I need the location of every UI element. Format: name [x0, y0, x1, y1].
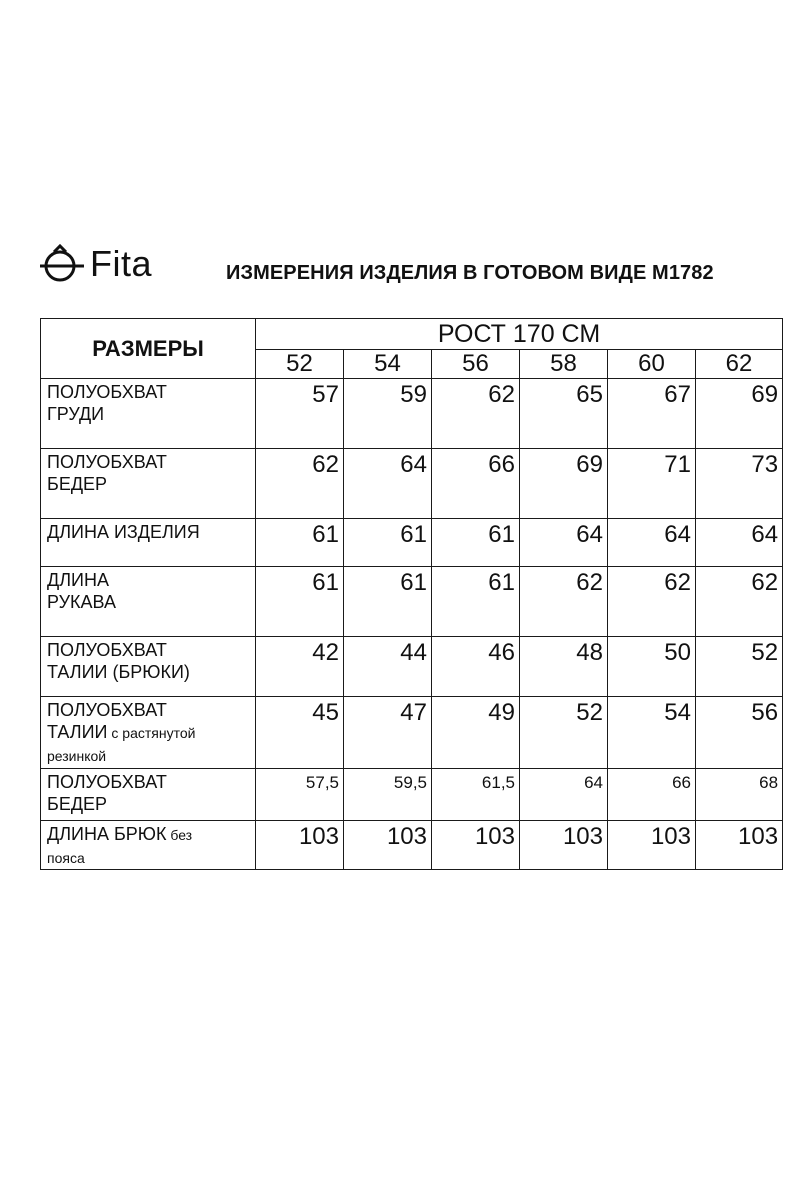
measurement-value: 45 [256, 697, 344, 769]
measurement-row [41, 821, 783, 870]
measurement-value: 64 [520, 769, 608, 821]
measurement-row [41, 379, 783, 449]
table-header-row [41, 319, 783, 350]
measurement-label-line: ДЛИНА [47, 570, 109, 590]
measurement-value: 103 [608, 821, 696, 870]
measurement-value: 62 [696, 567, 783, 637]
measurement-row [41, 637, 783, 697]
measurement-label-line: РУКАВА [47, 592, 116, 612]
measurement-value: 103 [432, 821, 520, 870]
size-header-cell: 54 [344, 350, 432, 379]
size-header-cell: 60 [608, 350, 696, 379]
size-chart-table [40, 318, 783, 870]
measurement-row [41, 769, 783, 821]
measurement-label-line: ГРУДИ [47, 404, 105, 424]
measurement-value: 64 [520, 519, 608, 567]
measurement-row [41, 567, 783, 637]
measurement-value: 73 [696, 449, 783, 519]
measurement-label-line: ДЛИНА ИЗДЕЛИЯ [47, 522, 200, 542]
document-title: ИЗМЕРЕНИЯ ИЗДЕЛИЯ В ГОТОВОМ ВИДЕ М1782 [226, 262, 714, 284]
measurement-label [41, 637, 256, 697]
measurement-value: 65 [520, 379, 608, 449]
measurement-value: 64 [344, 449, 432, 519]
measurement-value: 62 [608, 567, 696, 637]
measurement-label [41, 697, 256, 769]
measurement-value: 62 [432, 379, 520, 449]
measurement-label [41, 379, 256, 449]
measurement-label [41, 519, 256, 567]
measurement-value: 66 [608, 769, 696, 821]
fita-logo-icon [40, 244, 86, 284]
measurement-value: 61 [344, 519, 432, 567]
measurement-value: 71 [608, 449, 696, 519]
measurement-value: 61 [256, 519, 344, 567]
size-header-cell: 62 [696, 350, 783, 379]
measurement-value: 66 [432, 449, 520, 519]
measurement-value: 50 [608, 637, 696, 697]
measurement-label [41, 821, 256, 870]
brand-name: Fita [90, 243, 153, 284]
measurement-row [41, 697, 783, 769]
measurement-value: 52 [520, 697, 608, 769]
measurement-value: 68 [696, 769, 783, 821]
measurement-value: 61 [432, 567, 520, 637]
measurement-row [41, 449, 783, 519]
measurement-value: 62 [256, 449, 344, 519]
measurement-value: 56 [696, 697, 783, 769]
measurement-value: 61,5 [432, 769, 520, 821]
measurement-value: 69 [520, 449, 608, 519]
measurement-value: 49 [432, 697, 520, 769]
measurement-value: 54 [608, 697, 696, 769]
measurement-value: 64 [696, 519, 783, 567]
measurement-label-note: без пояса [47, 827, 193, 866]
size-header-cell: 52 [256, 350, 344, 379]
measurement-value: 47 [344, 697, 432, 769]
sizes-header: РАЗМЕРЫ [41, 319, 256, 379]
measurement-label-line: ПОЛУОБХВАТ [47, 772, 167, 792]
measurement-value: 103 [344, 821, 432, 870]
measurement-label-line: ПОЛУОБХВАТ [47, 382, 167, 402]
measurement-value: 59 [344, 379, 432, 449]
measurement-label-line: ТАЛИИ (БРЮКИ) [47, 662, 190, 682]
measurement-value: 103 [696, 821, 783, 870]
measurement-label-main: ПОЛУОБХВАТ ТАЛИИ [47, 700, 167, 742]
measurement-value: 103 [520, 821, 608, 870]
measurement-label [41, 769, 256, 821]
measurement-row [41, 519, 783, 567]
measurement-value: 42 [256, 637, 344, 697]
measurement-value: 48 [520, 637, 608, 697]
measurement-value: 46 [432, 637, 520, 697]
measurement-value: 69 [696, 379, 783, 449]
measurement-label [41, 449, 256, 519]
measurement-value: 61 [344, 567, 432, 637]
measurement-value: 67 [608, 379, 696, 449]
size-header-cell: 58 [520, 350, 608, 379]
height-group-header: РОСТ 170 СМ [256, 319, 783, 350]
measurement-value: 44 [344, 637, 432, 697]
measurement-label [41, 567, 256, 637]
measurement-value: 52 [696, 637, 783, 697]
measurement-value: 61 [256, 567, 344, 637]
measurement-value: 103 [256, 821, 344, 870]
measurement-label-main: ДЛИНА БРЮК [47, 824, 167, 844]
measurement-label-line: БЕДЕР [47, 794, 108, 814]
measurement-label-line: БЕДЕР [47, 474, 108, 494]
measurement-label-note: с растянутой резинкой [47, 725, 196, 764]
measurement-value: 61 [432, 519, 520, 567]
measurement-value: 64 [608, 519, 696, 567]
measurement-label-line: ПОЛУОБХВАТ [47, 640, 167, 660]
size-header-cell: 56 [432, 350, 520, 379]
measurement-value: 57,5 [256, 769, 344, 821]
measurement-value: 57 [256, 379, 344, 449]
measurement-value: 59,5 [344, 769, 432, 821]
measurement-label-line: ПОЛУОБХВАТ [47, 452, 167, 472]
measurement-value: 62 [520, 567, 608, 637]
brand-logo [40, 236, 152, 292]
